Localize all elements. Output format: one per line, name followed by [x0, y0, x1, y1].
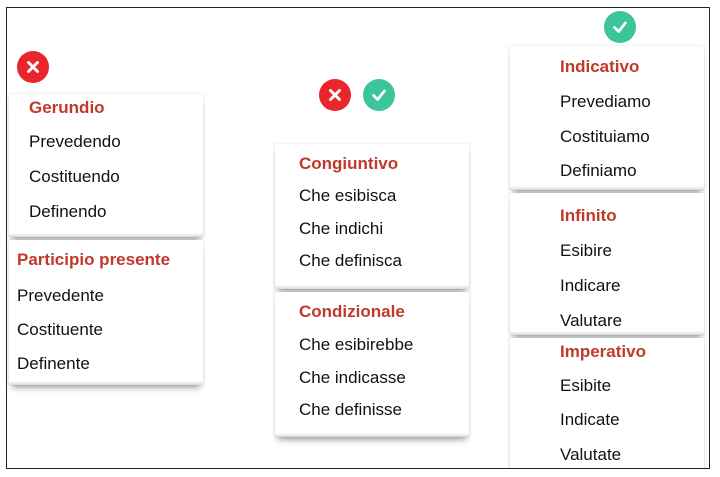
slide-frame	[6, 7, 710, 469]
card-item: Prevedente	[17, 286, 104, 305]
card-item: Che indichi	[299, 219, 384, 238]
card-item: Che definisca	[299, 251, 403, 270]
card-item: Prevediamo	[560, 92, 651, 111]
card-item: Costituiamo	[560, 127, 650, 146]
card-title: Imperativo	[560, 342, 646, 361]
card-title: Infinito	[560, 206, 617, 225]
card-item: Indicare	[560, 276, 621, 295]
card-title: Participio presente	[17, 250, 171, 269]
card-item: Definendo	[29, 202, 107, 221]
x-icon	[319, 79, 351, 111]
card-item: Prevedendo	[29, 132, 121, 151]
card-imperativo	[510, 338, 704, 469]
card-item: Indicate	[560, 410, 620, 429]
card-title: Gerundio	[29, 98, 105, 117]
check-icon	[604, 11, 636, 43]
card-item: Che esibirebbe	[299, 335, 414, 354]
card-title: Congiuntivo	[299, 154, 399, 173]
card-participio-presente	[9, 240, 203, 385]
card-title: Indicativo	[560, 57, 640, 76]
card-item: Costituendo	[29, 167, 120, 186]
card-item: Valutare	[560, 311, 623, 330]
card-item: Valutate	[560, 445, 622, 464]
card-item: Costituente	[17, 320, 103, 339]
card-title: Condizionale	[299, 302, 405, 321]
card-item: Esibite	[560, 376, 612, 395]
card-infinito	[510, 193, 704, 335]
card-item: Che indicasse	[299, 368, 406, 387]
card-item: Che definisse	[299, 400, 403, 419]
check-icon	[363, 79, 395, 111]
card-congiuntivo	[275, 144, 469, 289]
x-icon	[17, 51, 49, 83]
card-item: Definente	[17, 354, 90, 373]
card-item: Definiamo	[560, 161, 637, 180]
card-indicativo	[510, 46, 704, 190]
card-gerundio	[9, 94, 203, 237]
card-item: Che esibisca	[299, 186, 397, 205]
card-condizionale	[275, 292, 469, 437]
card-item: Esibire	[560, 241, 612, 260]
